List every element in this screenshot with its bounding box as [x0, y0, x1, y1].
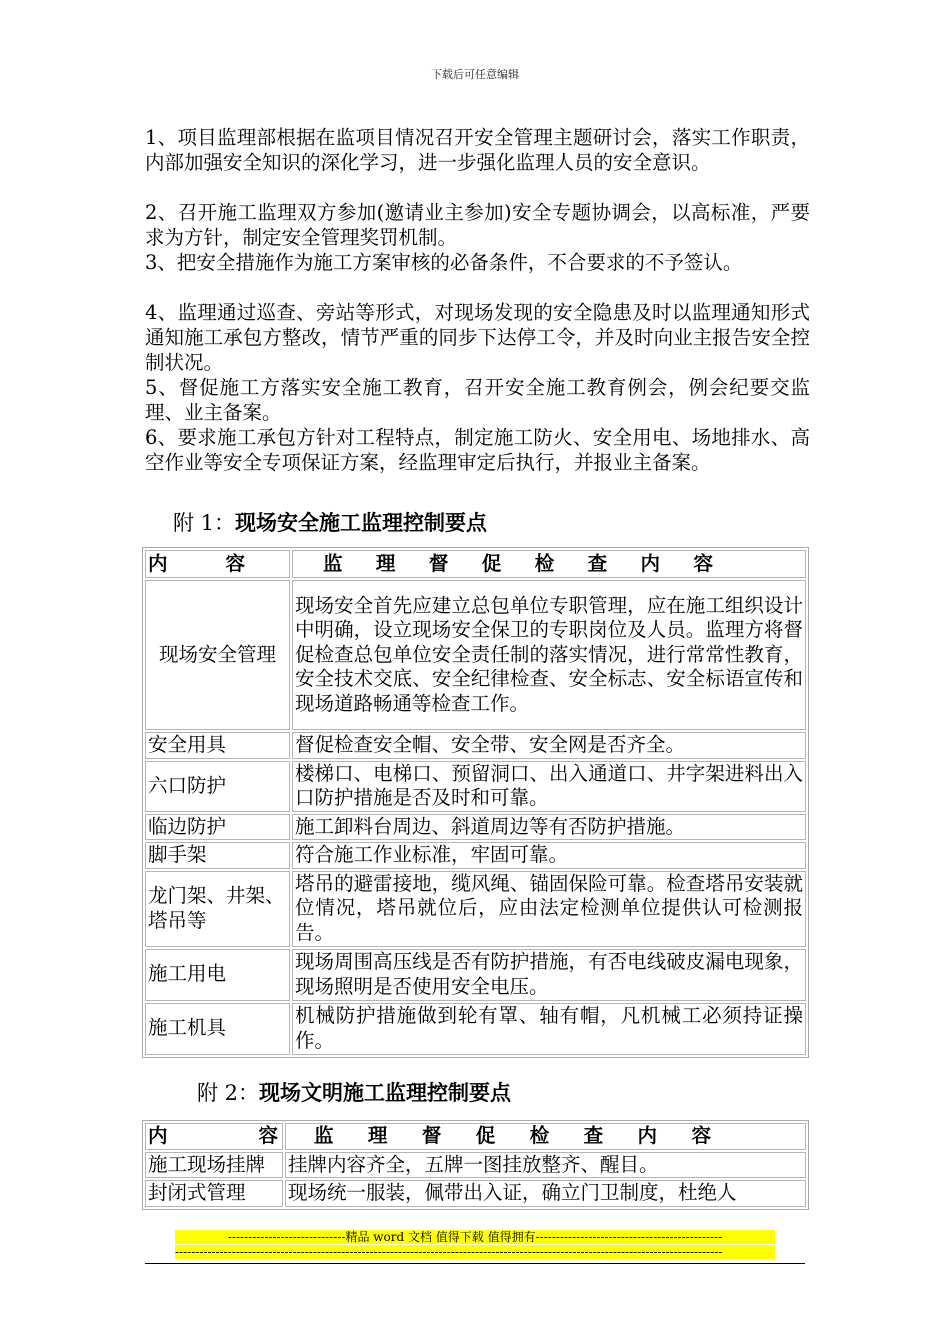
paragraph-4: 4、监理通过巡查、旁站等形式，对现场发现的安全隐患及时以监理通知形式通知施工承包方整改，情节严重的同步下达停工令，并及时向业主报告安全控制状况。 [145, 301, 810, 374]
paragraph-1: 1、项目监理部根据在监项目情况召开安全管理主题研讨会，落实工作职责，内部加强安全知识的深化学习，进一步强化监理人员的安全意识。 [145, 126, 810, 174]
footer-divider [145, 1263, 805, 1264]
item-cell: 施工机具 [145, 1003, 290, 1055]
annex2-prefix: 附 2： [197, 1081, 260, 1105]
table-row [145, 761, 806, 812]
annex1-prefix: 附 1： [173, 511, 236, 535]
annex1-header-item: 内 容 [145, 550, 290, 578]
content-cell: 塔吊的避雷接地，缆风绳、锚固保险可靠。检查塔吊安装就位情况，塔吊就位后，应由法定检测单位提供认可检测报告。 [292, 871, 806, 947]
table-row [145, 580, 806, 730]
content-cell: 督促检查安全帽、安全带、安全网是否齐全。 [292, 732, 806, 759]
content-cell: 现场统一服装，佩带出入证，确立门卫制度，杜绝人 [285, 1180, 806, 1207]
content-cell: 施工卸料台周边、斜道周边等有否防护措施。 [292, 814, 806, 841]
table-row [145, 949, 806, 1001]
item-cell: 六口防护 [145, 761, 290, 812]
content-cell: 机械防护措施做到轮有罩、轴有帽，凡机械工必须持证操作。 [292, 1003, 806, 1055]
item-cell: 龙门架、井架、塔吊等 [145, 871, 290, 947]
annex2-header-row [145, 1123, 806, 1150]
item-cell: 临边防护 [145, 814, 290, 841]
item-cell: 安全用具 [145, 732, 290, 759]
item-cell: 现场安全管理 [145, 580, 290, 730]
item-cell: 脚手架 [145, 842, 290, 869]
content-cell: 现场安全首先应建立总包单位专职管理，应在施工组织设计中明确，设立现场安全保卫的专职岗位及人员。监理方将督促检查总包单位安全责任制的落实情况，进行常常性教育，安全技术交底、安全纪律检查、安全标志、安全标语宣传和现场道路畅通等检查工作。 [292, 580, 806, 730]
page-header: 下载后可任意编辑 [431, 68, 519, 81]
annex2-header-item: 内 容 [145, 1123, 283, 1150]
annex1-title [173, 508, 487, 538]
content-cell: 符合施工作业标准，牢固可靠。 [292, 842, 806, 869]
table-row [145, 842, 806, 869]
content-cell: 楼梯口、电梯口、预留洞口、出入通道口、井字架进料出入口防护措施是否及时和可靠。 [292, 761, 806, 812]
content-cell: 挂牌内容齐全，五牌一图挂放整齐、醒目。 [285, 1152, 806, 1179]
annex2-title [197, 1078, 511, 1108]
item-cell: 封闭式管理 [145, 1180, 283, 1207]
table-row [145, 1003, 806, 1055]
annex1-title-text: 现场安全施工监理控制要点 [235, 511, 488, 535]
table-row [145, 1180, 806, 1207]
paragraph-5: 5、督促施工方落实安全施工教育，召开安全施工教育例会，例会纪要交监理、业主备案。 [145, 376, 810, 424]
content-cell: 现场周围高压线是否有防护措施，有否电线破皮漏电现象，现场照明是否使用安全电压。 [292, 949, 806, 1001]
table-row [145, 1152, 806, 1179]
table-row [145, 732, 806, 759]
table-row [145, 871, 806, 947]
paragraph-3: 3、把安全措施作为施工方案审核的必备条件，不合要求的不予签认。 [145, 251, 743, 274]
table-row [145, 814, 806, 841]
annex1-table [142, 547, 809, 1058]
annex2-header-content: 监 理 督 促 检 查 内 容 [285, 1123, 806, 1150]
annex1-header-row [145, 550, 806, 578]
annex1-header-content: 监 理 督 促 检 查 内 容 [292, 550, 806, 578]
paragraph-2: 2、召开施工监理双方参加(邀请业主参加)安全专题协调会，以高标准，严要求为方针，制定安全管理奖罚机制。 [145, 201, 810, 249]
item-cell: 施工用电 [145, 949, 290, 1001]
annex2-title-text: 现场文明施工监理控制要点 [259, 1081, 512, 1105]
footer-banner-line1: -----------------------------精品 word 文档 值得下载 值得拥有---------------------------------------------- [175, 1230, 775, 1244]
footer-banner-line2: --------------------------------------------------------------------------------------------------------------------------------------- [175, 1245, 775, 1259]
item-cell: 施工现场挂牌 [145, 1152, 283, 1179]
annex2-table [142, 1120, 809, 1210]
paragraph-6: 6、要求施工承包方针对工程特点，制定施工防火、安全用电、场地排水、高空作业等安全专项保证方案，经监理审定后执行，并报业主备案。 [145, 426, 810, 474]
